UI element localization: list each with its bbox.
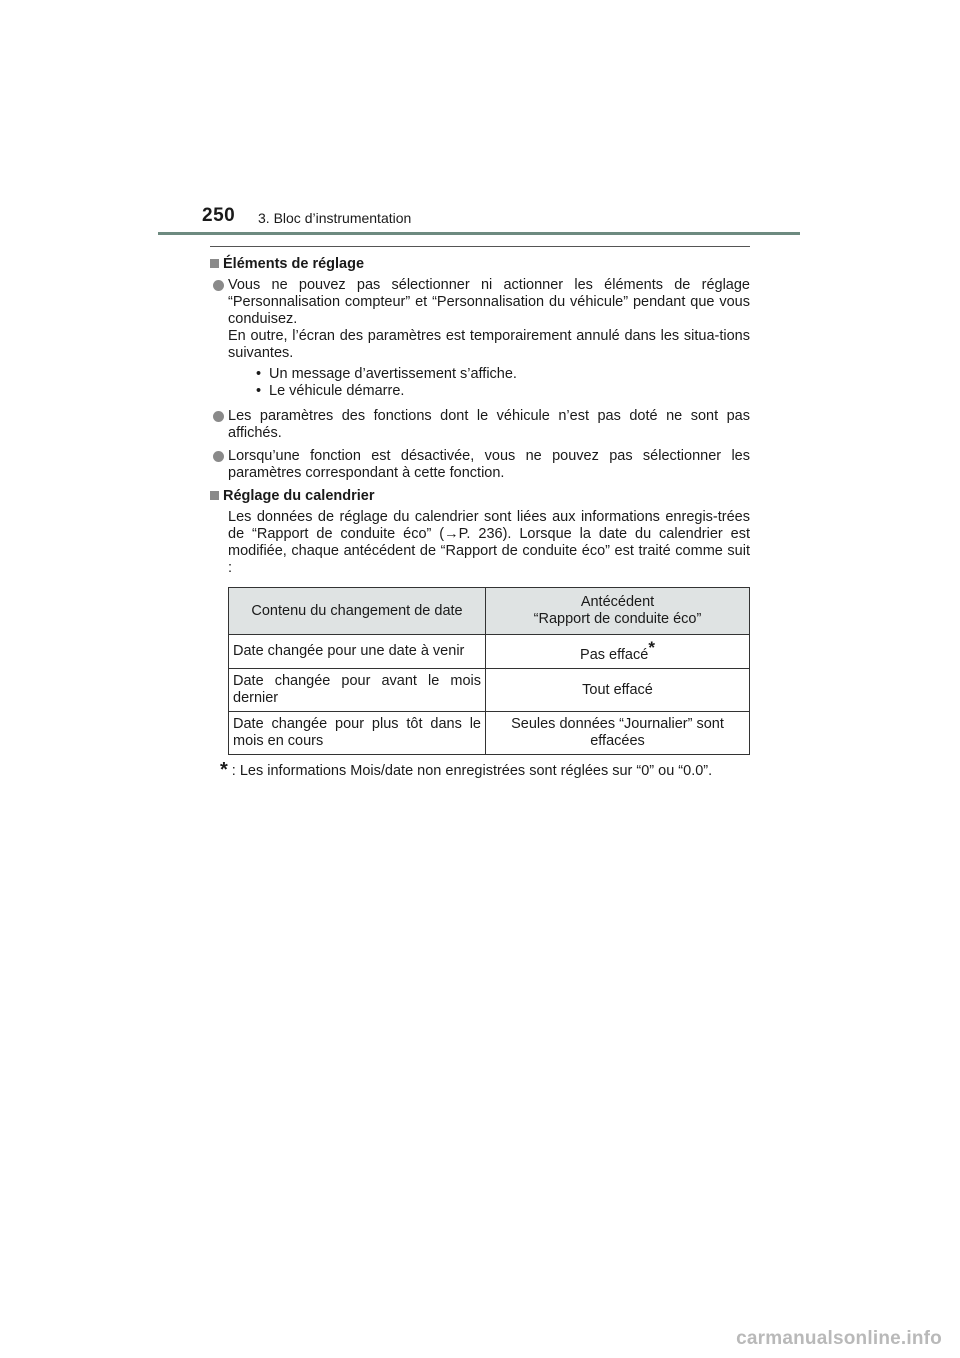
list-item-text: Vous ne pouvez pas sélectionner ni actionner les éléments de réglage “Personnalisation compteur” et “Personnalisation du véhicule” pendant que vous conduisez. — [228, 277, 750, 327]
sub-list — [256, 366, 750, 400]
table-cell: Date changée pour plus tôt dans le mois en cours — [229, 712, 486, 755]
table-header-cell — [486, 588, 750, 635]
small-bullet-icon: • — [256, 383, 262, 399]
list-item — [210, 448, 750, 482]
page-number: 250 — [202, 205, 236, 226]
sub-list-item — [256, 383, 750, 400]
list-item — [210, 408, 750, 442]
table-row — [229, 635, 750, 669]
footnote — [220, 759, 750, 781]
calendar-paragraph: Les données de réglage du calendrier sont liées aux informations enregis-trées de “Rapport de conduite éco” (→P. 236). Lorsque la date du calendrier est modifiée, chaque antécédent de “Rapport de conduite éco” est traité comme suit : — [228, 509, 750, 576]
square-bullet-icon — [210, 491, 219, 500]
sub-list-item-text: Le véhicule démarre. — [269, 383, 405, 399]
circle-bullet-icon — [213, 280, 224, 291]
table-cell: Seules données “Journalier” sont effacées — [486, 712, 750, 755]
table-header-line: Antécédent — [580, 594, 655, 610]
list-item — [210, 277, 750, 402]
section-heading-settings — [210, 256, 750, 273]
footnote-star: * — [220, 759, 228, 781]
footnote-text: : Les informations Mois/date non enregistrées sont réglées sur “0” ou “0.0”. — [231, 763, 713, 779]
table-row — [229, 712, 750, 755]
circle-bullet-icon — [213, 451, 224, 462]
table-cell-text: Pas effacé — [580, 647, 649, 663]
section-heading-calendar — [210, 488, 750, 505]
header-rule — [158, 232, 800, 235]
table-cell — [486, 635, 750, 669]
list-item-text: Les paramètres des fonctions dont le véhicule n’est pas doté ne sont pas affichés. — [228, 408, 750, 441]
section-heading-calendar-text: Réglage du calendrier — [223, 488, 375, 504]
watermark: carmanualsonline.info — [736, 1328, 942, 1349]
header-title: 3. Bloc d’instrumentation — [258, 210, 412, 226]
sub-list-item — [256, 366, 750, 383]
table-row — [229, 669, 750, 712]
small-bullet-icon: • — [256, 366, 262, 382]
table-header-cell: Contenu du changement de date — [229, 588, 486, 635]
square-bullet-icon — [210, 259, 219, 268]
table-cell: Tout effacé — [486, 669, 750, 712]
table-cell: Date changée pour avant le mois dernier — [229, 669, 486, 712]
footnote-star: * — [648, 638, 655, 657]
list-item-text: Lorsqu’une fonction est désactivée, vous ne pouvez pas sélectionner les paramètres correspondant à cette fonction. — [228, 448, 750, 481]
sub-list-item-text: Un message d’avertissement s’affiche. — [269, 366, 517, 382]
section-rule — [210, 246, 750, 247]
page-content — [210, 256, 750, 780]
circle-bullet-icon — [213, 411, 224, 422]
table-header-line: “Rapport de conduite éco” — [533, 611, 702, 627]
section-heading-settings-text: Éléments de réglage — [223, 256, 365, 272]
list-item-text-continued: En outre, l’écran des paramètres est temporairement annulé dans les situa-tions suivantes. — [228, 328, 750, 361]
table-cell: Date changée pour une date à venir — [229, 635, 486, 669]
date-change-table — [228, 587, 750, 755]
table-header-row — [229, 588, 750, 635]
